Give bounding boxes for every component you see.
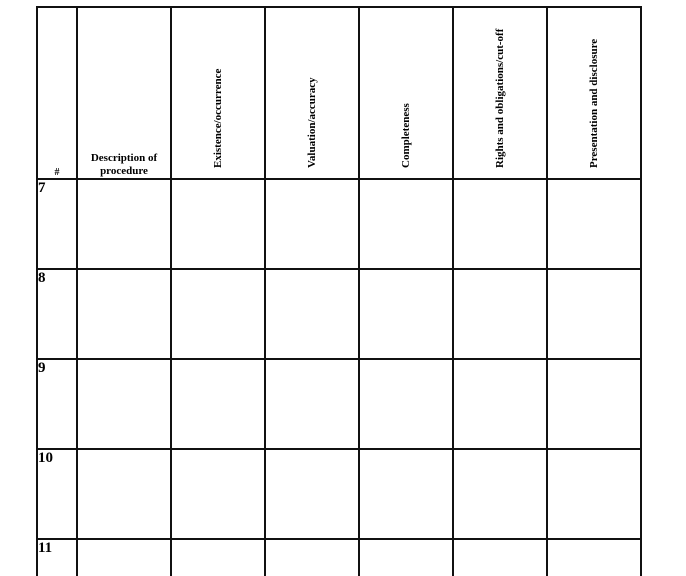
header-existence-occurrence [171, 7, 265, 179]
valuation-cell[interactable] [265, 359, 359, 449]
rights-cell[interactable] [453, 539, 547, 576]
existence-cell[interactable] [171, 449, 265, 539]
table-row [37, 539, 641, 576]
completeness-cell[interactable] [359, 359, 453, 449]
presentation-cell[interactable] [547, 269, 641, 359]
header-label: Presentation and disclosure [588, 38, 600, 168]
completeness-cell[interactable] [359, 539, 453, 576]
presentation-cell[interactable] [547, 359, 641, 449]
valuation-cell[interactable] [265, 449, 359, 539]
table-row [37, 269, 641, 359]
header-label: Existence/occurrence [212, 68, 224, 168]
completeness-cell[interactable] [359, 179, 453, 269]
table-row [37, 359, 641, 449]
rights-cell[interactable] [453, 179, 547, 269]
description-cell[interactable] [77, 449, 171, 539]
header-valuation-accuracy [265, 7, 359, 179]
header-label: Valuation/accuracy [306, 77, 318, 168]
existence-cell[interactable] [171, 359, 265, 449]
audit-procedures-table [36, 6, 642, 576]
header-rights-obligations [453, 7, 547, 179]
rights-cell[interactable] [453, 269, 547, 359]
row-number: 10 [37, 449, 77, 539]
header-description: Description of procedure [77, 7, 171, 179]
description-cell[interactable] [77, 539, 171, 576]
presentation-cell[interactable] [547, 539, 641, 576]
header-number: # [37, 7, 77, 179]
valuation-cell[interactable] [265, 269, 359, 359]
header-row [37, 7, 641, 179]
row-number: 7 [37, 179, 77, 269]
header-presentation-disclosure [547, 7, 641, 179]
rights-cell[interactable] [453, 359, 547, 449]
valuation-cell[interactable] [265, 539, 359, 576]
row-number: 9 [37, 359, 77, 449]
existence-cell[interactable] [171, 269, 265, 359]
table-row [37, 179, 641, 269]
row-number: 8 [37, 269, 77, 359]
header-completeness [359, 7, 453, 179]
existence-cell[interactable] [171, 179, 265, 269]
row-number: 11 [37, 539, 77, 576]
table-row [37, 449, 641, 539]
valuation-cell[interactable] [265, 179, 359, 269]
presentation-cell[interactable] [547, 179, 641, 269]
description-cell[interactable] [77, 269, 171, 359]
rights-cell[interactable] [453, 449, 547, 539]
completeness-cell[interactable] [359, 269, 453, 359]
presentation-cell[interactable] [547, 449, 641, 539]
existence-cell[interactable] [171, 539, 265, 576]
description-cell[interactable] [77, 179, 171, 269]
header-label: Rights and obligations/cut-off [494, 28, 506, 168]
completeness-cell[interactable] [359, 449, 453, 539]
description-cell[interactable] [77, 359, 171, 449]
header-label: Completeness [400, 103, 412, 168]
